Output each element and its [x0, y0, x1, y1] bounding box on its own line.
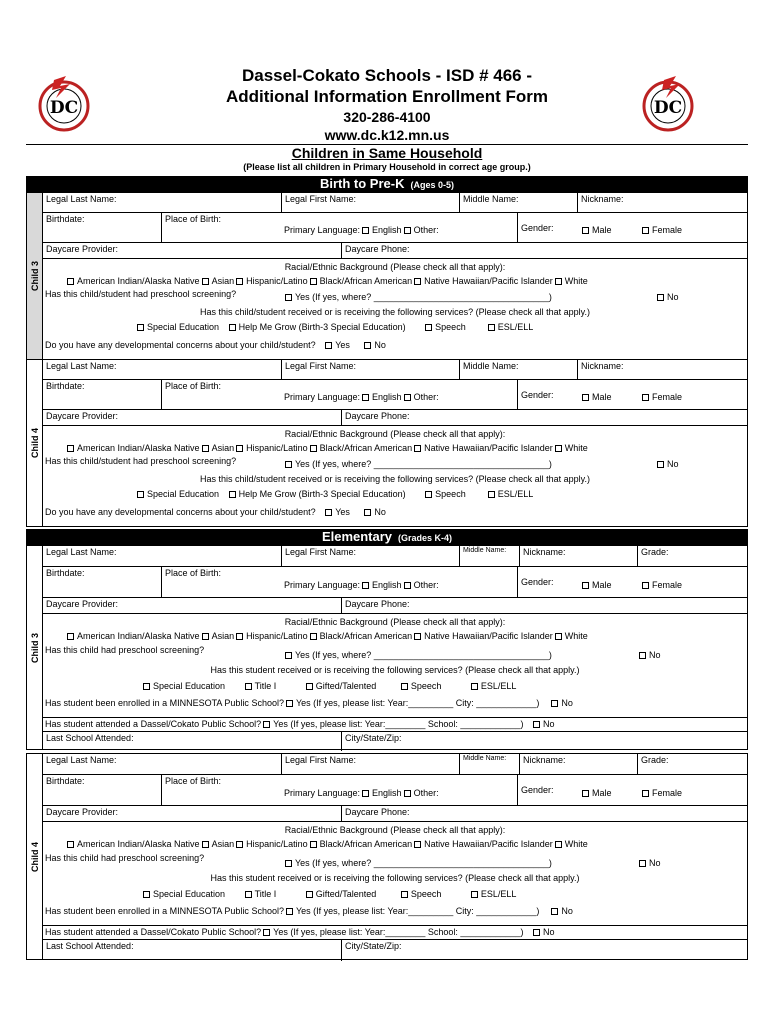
checkbox[interactable]	[582, 394, 589, 401]
gender-field[interactable]: Gender: Male Female	[517, 567, 747, 597]
place-of-birth-field[interactable]: Place of Birth:	[161, 567, 281, 597]
daycare-phone-field[interactable]: Daycare Phone:	[341, 806, 747, 821]
gender-field[interactable]: Gender: Male Female	[517, 213, 747, 242]
gender-field[interactable]: Gender: Male Female	[517, 775, 747, 805]
checkbox[interactable]	[325, 509, 332, 516]
checkbox[interactable]	[414, 841, 421, 848]
checkbox[interactable]	[285, 294, 292, 301]
checkbox[interactable]	[551, 700, 558, 707]
nickname-field[interactable]: Nickname:	[577, 193, 747, 212]
legal-first-name-field[interactable]: Legal First Name:	[281, 754, 459, 774]
child-side-label: Child 4	[27, 754, 43, 959]
services-options[interactable]: Special Education Title I Gifted/Talented Speech ESL/ELL	[141, 681, 516, 691]
checkbox[interactable]	[143, 683, 150, 690]
dc-attended-row[interactable]: Has student attended a Dassel/Cokato Public School? Yes (If yes, please list: Year:________ School: ____________) No	[45, 719, 555, 729]
checkbox[interactable]	[642, 582, 649, 589]
daycare-provider-field[interactable]: Daycare Provider:	[46, 411, 119, 421]
checkbox[interactable]	[471, 891, 478, 898]
daycare-provider-field[interactable]: Daycare Provider:	[46, 599, 119, 609]
checkbox[interactable]	[642, 394, 649, 401]
section-title: Birth to Pre-K	[319, 176, 405, 191]
checkbox[interactable]	[471, 683, 478, 690]
birth-child-3-block: Child 3 Legal Last Name: Legal First Name: Middle Name: Nickname: Birthdate: Place of Birth: Primary Language: English Other: Gender: Male Female Daycare Provider: Daycare Phone: Racial/Ethnic Background (Please check all that apply): American Indian/Alaska Native Asian Hispanic/Latino Black/African American Native Hawaiian/Pacific Islander White Has this child/student had preschool screening? Yes (If yes, where? ___________________________________) No Has this child/student received or is receiving the following services? (Please check all that apply.) Special Education Help Me Grow (Birth-3 Special Education) Speech ESL/ELL Do you have any developmental concerns about your child/student? Yes No	[26, 192, 748, 360]
checkbox[interactable]	[555, 633, 562, 640]
checkbox[interactable]	[555, 841, 562, 848]
checkbox[interactable]	[263, 721, 270, 728]
checkbox[interactable]	[555, 278, 562, 285]
birthdate-field[interactable]: Birthdate:	[46, 381, 85, 391]
legal-first-name-field[interactable]: Legal First Name:	[281, 360, 459, 379]
mn-enrolled-row[interactable]: Has student been enrolled in a MINNESOTA Public School? Yes (If yes, please list: Year:_________ City: ____________) No	[45, 906, 573, 916]
checkbox[interactable]	[67, 278, 74, 285]
checkbox[interactable]	[414, 633, 421, 640]
birthdate-field[interactable]: Birthdate:	[46, 214, 85, 224]
checkbox[interactable]	[229, 491, 236, 498]
checkbox[interactable]	[263, 929, 270, 936]
checkbox[interactable]	[236, 633, 243, 640]
website-link[interactable]: www.dc.k12.mn.us	[324, 127, 450, 143]
checkbox[interactable]	[310, 841, 317, 848]
checkbox[interactable]	[67, 841, 74, 848]
checkbox[interactable]	[362, 394, 369, 401]
daycare-provider-field[interactable]: Daycare Provider:	[46, 244, 119, 254]
place-of-birth-field[interactable]: Place of Birth:	[161, 213, 281, 242]
city-state-zip-field[interactable]: City/State/Zip:	[341, 732, 747, 751]
checkbox[interactable]	[425, 324, 432, 331]
checkbox[interactable]	[404, 790, 411, 797]
gender-field[interactable]: Gender: Male Female	[517, 380, 747, 409]
checkbox[interactable]	[236, 445, 243, 452]
preschool-no[interactable]: No	[655, 459, 679, 469]
checkbox[interactable]	[310, 278, 317, 285]
nickname-field[interactable]: Nickname:	[519, 546, 637, 566]
checkbox[interactable]	[404, 394, 411, 401]
form-header	[26, 60, 748, 146]
checkbox[interactable]	[306, 683, 313, 690]
checkbox[interactable]	[533, 721, 540, 728]
checkbox[interactable]	[137, 324, 144, 331]
checkbox[interactable]	[236, 841, 243, 848]
other-checkbox[interactable]	[404, 227, 411, 234]
checkbox[interactable]	[285, 652, 292, 659]
middle-name-field[interactable]: Middle Name:	[459, 360, 577, 379]
checkbox[interactable]	[551, 908, 558, 915]
preschool-no[interactable]: No	[637, 858, 661, 868]
checkbox[interactable]	[401, 891, 408, 898]
checkbox[interactable]	[401, 683, 408, 690]
phone-number: 320-286-4100	[343, 109, 431, 125]
middle-name-field[interactable]: Middle Name:	[459, 546, 519, 566]
checkbox[interactable]	[555, 445, 562, 452]
services-options[interactable]: Special Education Help Me Grow (Birth-3 Special Education) Speech ESL/ELL	[135, 322, 533, 332]
preschool-yes[interactable]: Yes (If yes, where? ___________________________________)	[283, 858, 552, 868]
checkbox[interactable]	[364, 342, 371, 349]
svg-text:DC: DC	[653, 98, 683, 118]
checkbox[interactable]	[202, 278, 209, 285]
racial-heading: Racial/Ethnic Background (Please check all that apply):	[284, 262, 506, 272]
checkbox[interactable]	[582, 790, 589, 797]
place-of-birth-field[interactable]: Place of Birth:	[161, 775, 281, 805]
legal-last-name-field[interactable]: Legal Last Name:	[46, 194, 117, 204]
last-school-field[interactable]: Last School Attended:	[46, 733, 134, 743]
birthdate-field[interactable]: Birthdate:	[46, 776, 85, 786]
dc-attended-row[interactable]: Has student attended a Dassel/Cokato Public School? Yes (If yes, please list: Year:________ School: ____________) No	[45, 927, 555, 937]
racial-options[interactable]: American Indian/Alaska Native Asian Hispanic/Latino Black/African American Native Hawaiian/Pacific Islander White	[65, 443, 588, 453]
middle-name-field[interactable]: Middle Name:	[459, 193, 577, 212]
household-title: Children in Same Household	[26, 144, 748, 162]
child-side-label: Child 3	[27, 546, 43, 749]
checkbox[interactable]	[657, 461, 664, 468]
child-side-label: Child 4	[27, 360, 43, 526]
checkbox[interactable]	[285, 860, 292, 867]
checkbox[interactable]	[245, 683, 252, 690]
checkbox[interactable]	[488, 491, 495, 498]
checkbox[interactable]	[414, 278, 421, 285]
daycare-phone-field[interactable]: Daycare Phone:	[341, 598, 747, 613]
racial-options[interactable]: American Indian/Alaska Native Asian Hispanic/Latino Black/African American Native Hawaiian/Pacific Islander White	[65, 839, 588, 849]
preschool-yes[interactable]: Yes (If yes, where? ___________________________________)	[283, 459, 552, 469]
district-title: Dassel-Cokato Schools - ISD # 466 -	[241, 66, 533, 85]
section-elementary	[26, 529, 748, 545]
legal-last-name-field[interactable]: Legal Last Name:	[46, 547, 117, 557]
checkbox[interactable]	[236, 278, 243, 285]
nickname-field[interactable]: Nickname:	[519, 754, 637, 774]
preschool-yes[interactable]: Yes (If yes, where? ___________________________________)	[283, 292, 552, 302]
checkbox[interactable]	[639, 652, 646, 659]
english-checkbox[interactable]	[362, 227, 369, 234]
checkbox[interactable]	[325, 342, 332, 349]
middle-name-field[interactable]: Middle Name:	[459, 754, 519, 774]
checkbox[interactable]	[286, 700, 293, 707]
checkbox[interactable]	[67, 445, 74, 452]
birthdate-field[interactable]: Birthdate:	[46, 568, 85, 578]
section-birth-prek	[26, 176, 748, 192]
preschool-no[interactable]: No	[655, 292, 679, 302]
services-options[interactable]: Special Education Title I Gifted/Talented Speech ESL/ELL	[141, 889, 516, 899]
checkbox[interactable]	[202, 445, 209, 452]
logo-text: DC	[49, 98, 79, 118]
female-checkbox[interactable]	[642, 227, 649, 234]
primary-language-field[interactable]: Primary Language: English Other:	[284, 392, 439, 402]
checkbox[interactable]	[202, 841, 209, 848]
checkbox[interactable]	[229, 324, 236, 331]
section-title: Elementary	[321, 529, 393, 544]
checkbox[interactable]	[425, 491, 432, 498]
birth-child-4-block: Child 4 Legal Last Name: Legal First Name: Middle Name: Nickname: Birthdate: Place of Birth: Primary Language: English Other: Gender: Male Female Daycare Provider: Daycare Phone: Racial/Ethnic Background (Please check all that apply): American Indian/Alaska Native Asian Hispanic/Latino Black/African American Native Hawaiian/Pacific Islander White Has this child/student had preschool screening? Yes (If yes, where? ___________________________________) No Has this child/student received or is receiving the following services? (Please check all that apply.) Special Education Help Me Grow (Birth-3 Special Education) Speech ESL/ELL Do you have any developmental concerns about your child/student? Yes No	[26, 359, 748, 527]
preschool-yes[interactable]: Yes (If yes, where? ___________________________________)	[283, 650, 552, 660]
legal-first-name-field[interactable]: Legal First Name:	[281, 193, 459, 212]
services-options[interactable]: Special Education Help Me Grow (Birth-3 Special Education) Speech ESL/ELL	[135, 489, 533, 499]
checkbox[interactable]	[286, 908, 293, 915]
checkbox[interactable]	[488, 324, 495, 331]
city-state-zip-field[interactable]: City/State/Zip:	[341, 940, 747, 961]
checkbox[interactable]	[639, 860, 646, 867]
nickname-field[interactable]: Nickname:	[577, 360, 747, 379]
daycare-phone-field[interactable]: Daycare Phone:	[341, 243, 747, 258]
primary-language-field[interactable]: Primary Language: English Other:	[284, 225, 439, 235]
primary-language-field[interactable]: Primary Language: English Other:	[284, 788, 439, 798]
section-subtitle: (Grades K-4)	[398, 533, 453, 543]
checkbox[interactable]	[533, 929, 540, 936]
mn-enrolled-row[interactable]: Has student been enrolled in a MINNESOTA Public School? Yes (If yes, please list: Year:_________ City: ____________) No	[45, 698, 573, 708]
section-subtitle: (Ages 0-5)	[410, 180, 454, 190]
preschool-no[interactable]: No	[637, 650, 661, 660]
form-title: Additional Information Enrollment Form	[225, 87, 549, 106]
household-note: (Please list all children in Primary Household in correct age group.)	[243, 162, 531, 172]
place-of-birth-field[interactable]: Place of Birth:	[161, 380, 281, 409]
checkbox[interactable]	[404, 582, 411, 589]
male-checkbox[interactable]	[582, 227, 589, 234]
racial-options[interactable]: American Indian/Alaska Native Asian Hispanic/Latino Black/African American Native Hawaiian/Pacific Islander White	[65, 276, 588, 286]
checkbox[interactable]	[310, 633, 317, 640]
checkbox[interactable]	[310, 445, 317, 452]
grade-field[interactable]: Grade:	[637, 546, 747, 566]
primary-language-field[interactable]: Primary Language: English Other:	[284, 580, 439, 590]
child-side-label: Child 3	[27, 193, 43, 359]
concerns-row[interactable]: Do you have any developmental concerns about your child/student? Yes No	[45, 507, 386, 517]
checkbox[interactable]	[657, 294, 664, 301]
checkbox[interactable]	[364, 509, 371, 516]
checkbox[interactable]	[143, 891, 150, 898]
checkbox[interactable]	[414, 445, 421, 452]
checkbox[interactable]	[137, 491, 144, 498]
checkbox[interactable]	[642, 790, 649, 797]
racial-options[interactable]: American Indian/Alaska Native Asian Hispanic/Latino Black/African American Native Hawaiian/Pacific Islander White	[65, 631, 588, 641]
legal-last-name-field[interactable]: Legal Last Name:	[46, 755, 117, 765]
checkbox[interactable]	[362, 582, 369, 589]
last-school-field[interactable]: Last School Attended:	[46, 941, 134, 951]
checkbox[interactable]	[202, 633, 209, 640]
checkbox[interactable]	[306, 891, 313, 898]
concerns-row[interactable]: Do you have any developmental concerns about your child/student? Yes No	[45, 340, 386, 350]
elem-child-3-block: Child 3 Legal Last Name: Legal First Name: Middle Name: Nickname: Grade: Birthdate: Place of Birth: Primary Language: English Other: Gender: Male Female Daycare Provider: Daycare Phone: Racial/Ethnic Background (Please check all that apply): American Indian/Alaska Native Asian Hispanic/Latino Black/African American Native Hawaiian/Pacific Islander White Has this child had preschool screening? Yes (If yes, where? ___________________________________) No Has this student received or is receiving the following services? (Please check all that apply.) Special Education Title I Gifted/Talented Speech ESL/ELL Has student been enrolled in a MINNESOTA Public School? Yes (If yes, please list: Year:_________ City: ____________) No Has student attended a Dassel/Cokato Public School? Yes (If yes, please list: Year:________ School: ____________) No Last School Attended: City/State/Zip:	[26, 545, 748, 750]
daycare-phone-field[interactable]: Daycare Phone:	[341, 410, 747, 425]
checkbox[interactable]	[245, 891, 252, 898]
elem-child-4-block: Child 4 Legal Last Name: Legal First Name: Middle Name: Nickname: Grade: Birthdate: Place of Birth: Primary Language: English Other: Gender: Male Female Daycare Provider: Daycare Phone: Racial/Ethnic Background (Please check all that apply): American Indian/Alaska Native Asian Hispanic/Latino Black/African American Native Hawaiian/Pacific Islander White Has this child had preschool screening? Yes (If yes, where? ___________________________________) No Has this student received or is receiving the following services? (Please check all that apply.) Special Education Title I Gifted/Talented Speech ESL/ELL Has student been enrolled in a MINNESOTA Public School? Yes (If yes, please list: Year:_________ City: ____________) No Has student attended a Dassel/Cokato Public School? Yes (If yes, please list: Year:________ School: ____________) No Last School Attended: City/State/Zip:	[26, 753, 748, 960]
legal-last-name-field[interactable]: Legal Last Name:	[46, 361, 117, 371]
checkbox[interactable]	[285, 461, 292, 468]
checkbox[interactable]	[67, 633, 74, 640]
checkbox[interactable]	[582, 582, 589, 589]
daycare-provider-field[interactable]: Daycare Provider:	[46, 807, 119, 817]
checkbox[interactable]	[362, 790, 369, 797]
grade-field[interactable]: Grade:	[637, 754, 747, 774]
legal-first-name-field[interactable]: Legal First Name:	[281, 546, 459, 566]
